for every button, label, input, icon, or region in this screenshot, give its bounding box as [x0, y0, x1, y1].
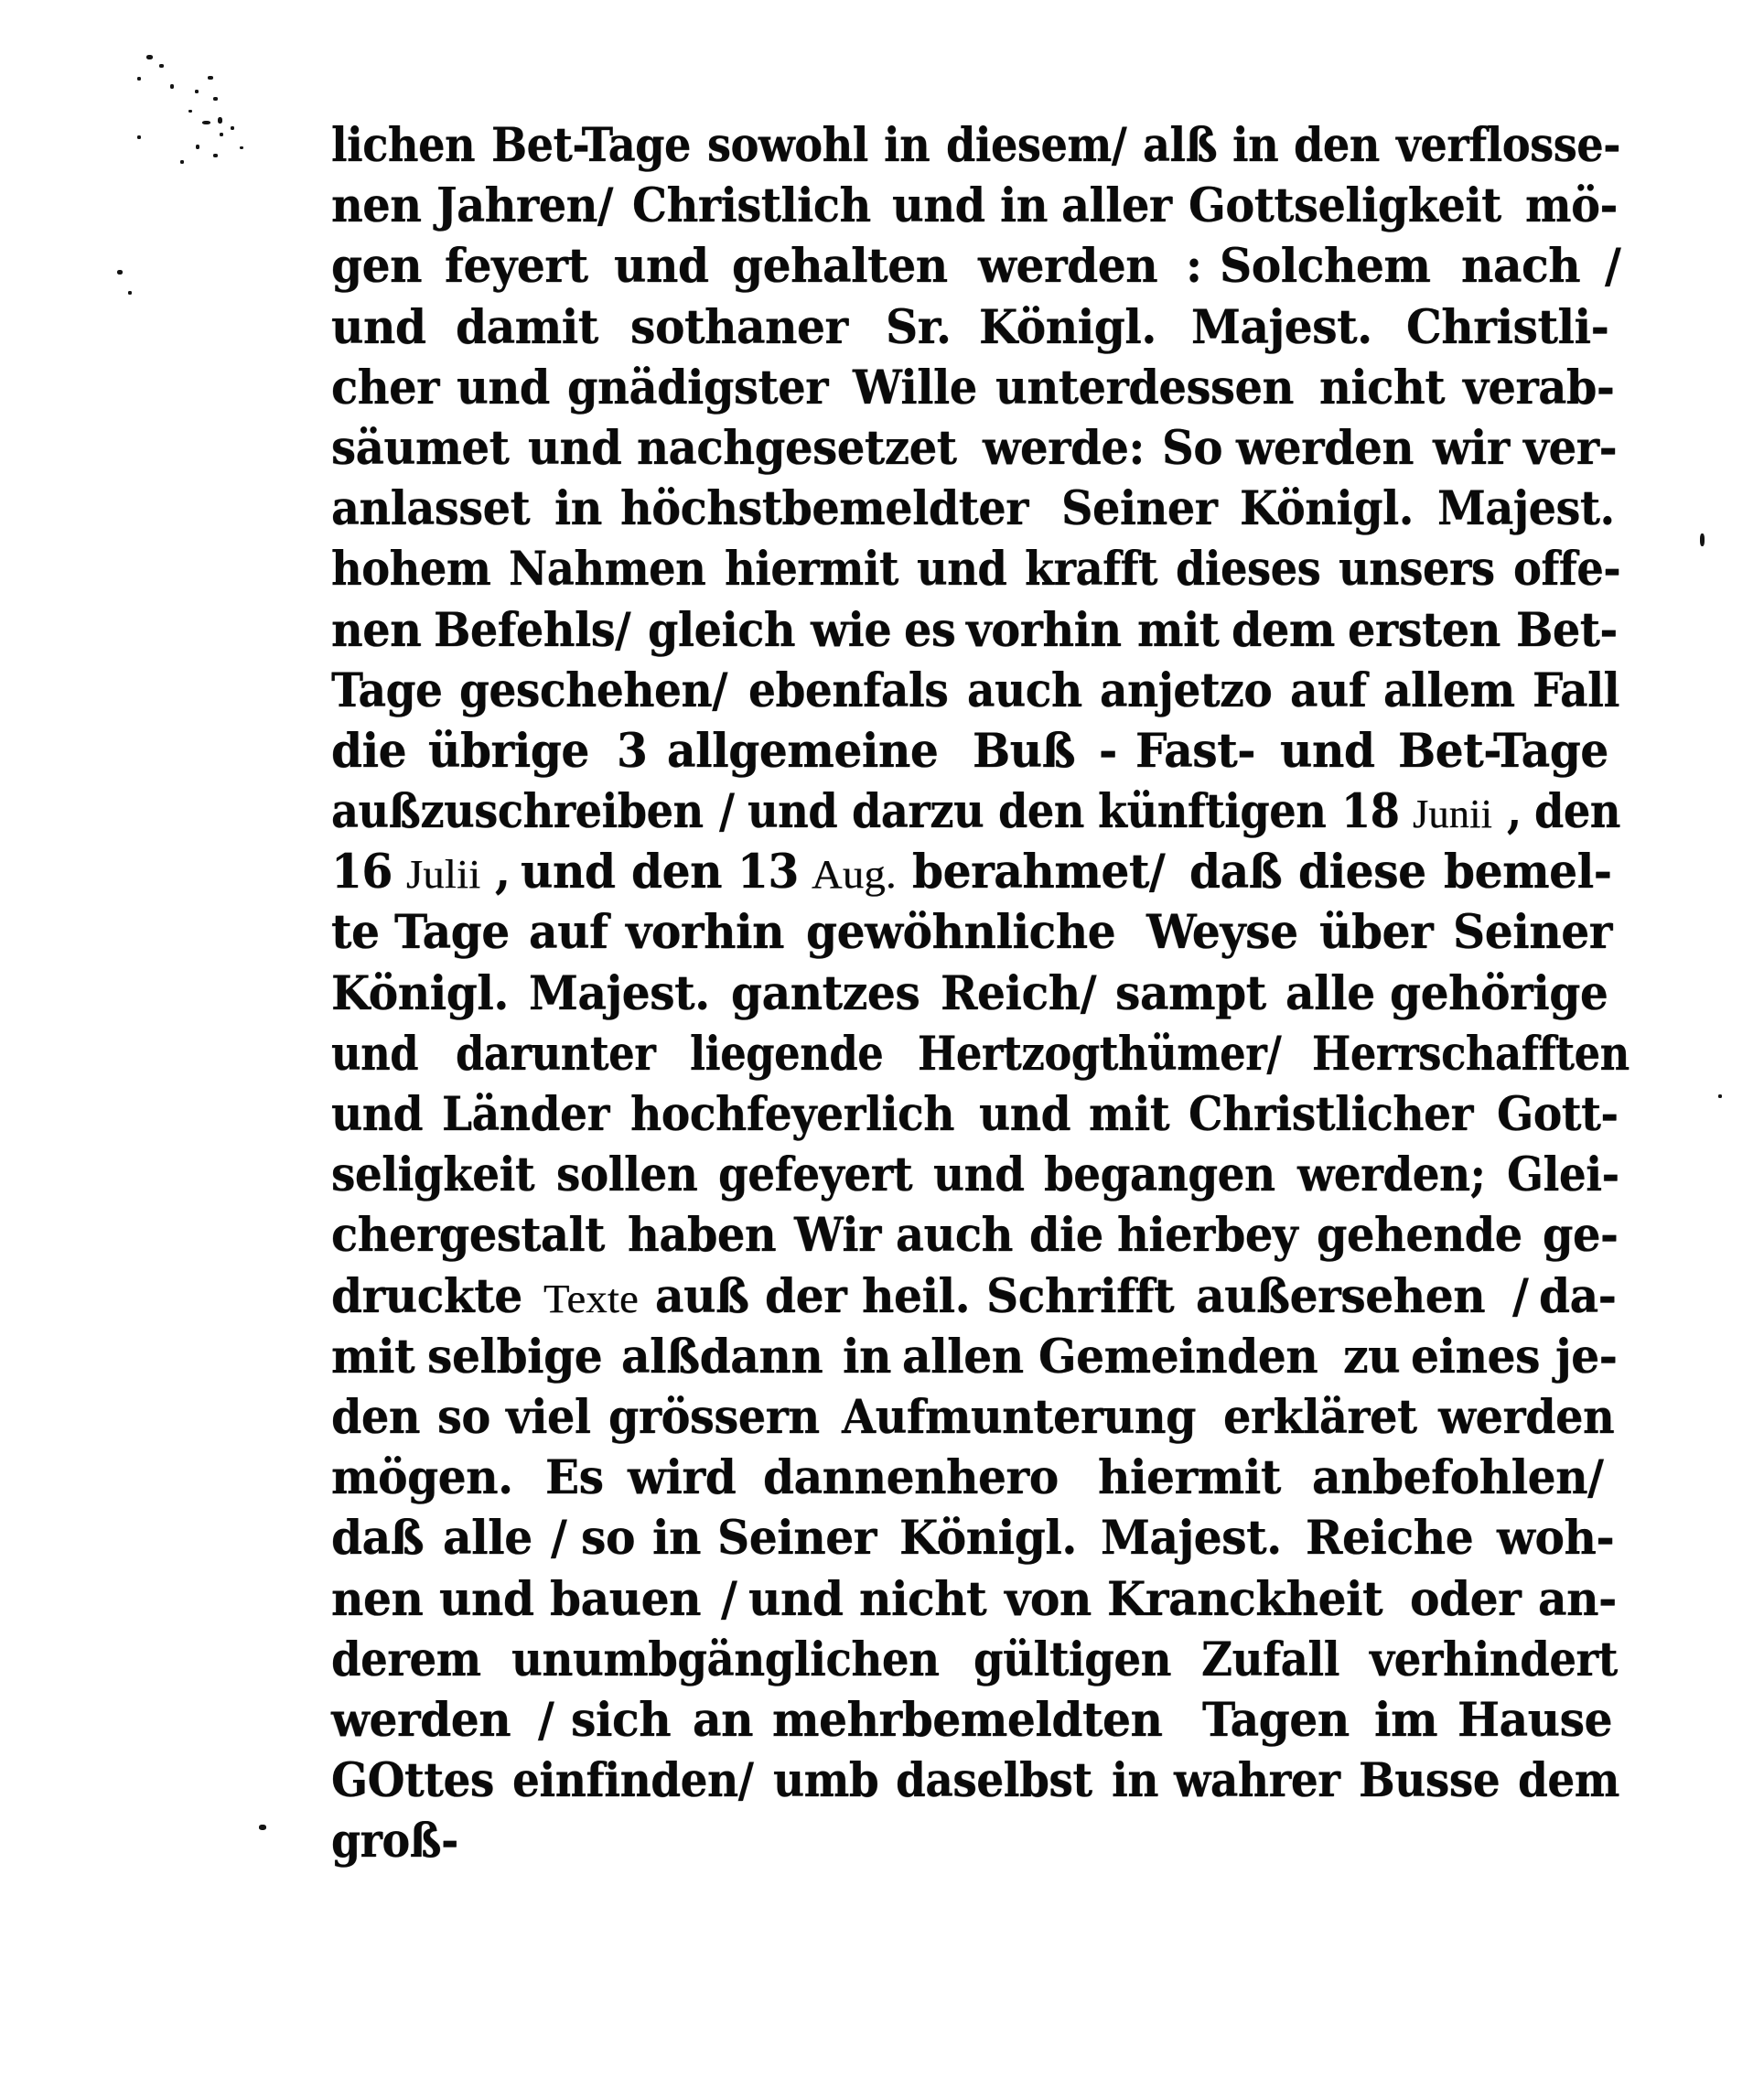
word: anlasset: [331, 481, 531, 537]
word: So: [1162, 420, 1223, 476]
word: außersehen: [1195, 1268, 1485, 1324]
word: sich: [570, 1692, 671, 1748]
word: vorhin: [625, 905, 784, 961]
word: Buß: [972, 723, 1075, 779]
word: alßdann: [620, 1329, 823, 1384]
word: und: [521, 845, 616, 900]
word: Jahren/: [436, 178, 614, 234]
word: Christlicher: [1189, 1087, 1474, 1142]
text-line: [331, 1569, 1621, 1630]
text-line: [331, 297, 1621, 358]
word: feyert: [445, 239, 588, 295]
word: Majest.: [529, 965, 710, 1021]
word: Reiche: [1306, 1511, 1474, 1567]
word: in: [554, 481, 602, 537]
word: verhindert: [1370, 1632, 1618, 1687]
word: unumbgänglichen: [511, 1632, 940, 1687]
word: der: [764, 1268, 847, 1324]
word: über: [1319, 905, 1434, 961]
word: Glei-: [1506, 1147, 1619, 1203]
word: und: [331, 1026, 419, 1082]
word: grössern: [608, 1389, 820, 1445]
word: Reich/: [941, 965, 1097, 1021]
word: /: [1511, 1268, 1529, 1324]
word: [812, 842, 907, 902]
word: und: [1280, 723, 1375, 779]
word: in: [884, 118, 930, 173]
word: gen: [331, 239, 423, 295]
word: und: [891, 178, 985, 234]
ink-speck: [1700, 533, 1705, 546]
word: vorhin: [966, 602, 1123, 658]
text-line: [331, 1024, 1630, 1084]
word: derem: [331, 1632, 481, 1687]
antiqua-insert: Julii: [405, 852, 481, 898]
text-line: [331, 176, 1621, 236]
text-line: [331, 1448, 1621, 1508]
word: und: [917, 542, 1007, 598]
word: ersten: [1348, 602, 1501, 658]
text-line-with-date: [331, 781, 1621, 842]
ink-speck: [259, 1825, 266, 1830]
word: werden: [1438, 1389, 1615, 1445]
word: 3: [617, 723, 648, 779]
word: gehalten: [731, 239, 948, 295]
word: Wir: [793, 1208, 881, 1264]
word: die: [1028, 1208, 1103, 1264]
word: unsers: [1339, 542, 1495, 598]
word: werde:: [982, 420, 1145, 476]
word: gantzes: [730, 965, 920, 1021]
word: 18: [1340, 784, 1400, 840]
word: Königl.: [331, 965, 509, 1021]
word: krafft: [1025, 542, 1158, 598]
word: Majest.: [1190, 299, 1372, 355]
text-line: [331, 479, 1621, 539]
word: Bet-Tage: [490, 118, 691, 173]
word: viel: [506, 1389, 592, 1445]
word: dem: [1517, 1753, 1619, 1809]
word: sowohl: [706, 118, 868, 173]
word: Schrifft: [985, 1268, 1175, 1324]
text-line: [331, 1145, 1621, 1205]
word: Christlich: [631, 178, 871, 234]
word: gnädigster: [567, 360, 829, 415]
catchword: groß-: [331, 1814, 458, 1869]
word: damit: [455, 299, 598, 355]
word: alle: [443, 1511, 532, 1567]
word: gleich: [648, 602, 796, 658]
word: und: [933, 1147, 1025, 1203]
word: Seiner: [1452, 905, 1612, 961]
word: die: [331, 723, 407, 779]
word: woh-: [1497, 1511, 1615, 1567]
word: und: [748, 784, 838, 840]
word: Busse: [1358, 1753, 1500, 1809]
word: daselbst: [896, 1753, 1092, 1809]
word: verflosse-: [1395, 118, 1620, 173]
word: anbefohlen/: [1312, 1450, 1604, 1506]
word: darzu: [851, 784, 984, 840]
word: hiermit: [1097, 1450, 1281, 1506]
word: von: [1004, 1571, 1092, 1627]
word: hiermit: [725, 542, 899, 598]
word: Tagen: [1202, 1692, 1350, 1748]
word: Bet-Tage: [1398, 723, 1609, 779]
word: Gott-: [1497, 1087, 1619, 1142]
word: übrige: [428, 723, 590, 779]
word: den: [997, 784, 1084, 840]
word: te: [331, 905, 380, 961]
word: einfinden/: [511, 1753, 754, 1809]
text-line-with-date: [331, 842, 1621, 902]
word: Gemeinden: [1038, 1329, 1318, 1384]
word: höchstbemeldter: [620, 481, 1029, 537]
word: werden: [1235, 420, 1414, 476]
word: dieses: [1176, 542, 1321, 598]
word: in: [651, 1511, 701, 1567]
word: ,: [1506, 784, 1522, 840]
word: Königl.: [1240, 481, 1414, 537]
word: /: [551, 1511, 567, 1567]
word: [543, 1266, 651, 1327]
word: Weyse: [1146, 905, 1298, 961]
word: bauen: [550, 1571, 702, 1627]
word: /: [537, 1692, 554, 1748]
word: dannenhero: [763, 1450, 1059, 1506]
word: offe-: [1512, 542, 1621, 598]
word: im: [1373, 1692, 1438, 1748]
word: mögen.: [331, 1450, 513, 1506]
word: wie: [810, 602, 892, 658]
text-line: [331, 661, 1621, 721]
text-line: [331, 721, 1621, 781]
word: so: [581, 1511, 636, 1567]
word: Seiner: [716, 1511, 877, 1567]
word: dem: [1231, 602, 1335, 658]
text-line: [331, 358, 1621, 418]
word: an: [692, 1692, 753, 1748]
text-line: [331, 1630, 1621, 1690]
word: gehörige: [1390, 965, 1608, 1021]
text-line: [331, 1327, 1621, 1387]
word: Gottseligkeit: [1188, 178, 1501, 234]
text-line: [331, 1205, 1621, 1266]
word: mit: [1136, 602, 1220, 658]
word: Tage: [331, 662, 443, 718]
word: Tage: [394, 905, 511, 961]
word: Hause: [1457, 1692, 1612, 1748]
word: mö-: [1524, 178, 1618, 234]
word: und: [457, 360, 551, 415]
text-line-with-antiqua: [331, 1266, 1621, 1327]
word: gewöhnliche: [805, 905, 1116, 961]
word: Bet-: [1515, 602, 1618, 658]
word: künftigen: [1098, 784, 1327, 840]
word: je-: [1555, 1329, 1618, 1384]
word: gehende: [1317, 1208, 1523, 1264]
word: allem: [1382, 662, 1515, 718]
word: darunter: [456, 1026, 656, 1082]
text-line: [331, 236, 1621, 296]
word: in: [1000, 178, 1049, 234]
text-line: [331, 964, 1621, 1024]
word: sampt: [1115, 965, 1267, 1021]
text-line: [331, 418, 1621, 479]
word: /: [718, 784, 735, 840]
word: Herrschafften: [1311, 1026, 1630, 1082]
antiqua-insert: Texte: [543, 1276, 640, 1321]
ink-speck: [1718, 1094, 1722, 1098]
word: nicht: [858, 1571, 987, 1627]
word: heil.: [861, 1268, 970, 1324]
word: 13: [737, 845, 799, 900]
word: und: [614, 239, 709, 295]
word: an-: [1537, 1571, 1617, 1627]
word: Nahmen: [509, 542, 706, 598]
word: /: [1604, 239, 1620, 295]
text-line: [331, 539, 1621, 599]
word: -: [1098, 723, 1117, 779]
word: ebenfals: [748, 662, 949, 718]
word: Aufmunterung: [841, 1389, 1196, 1445]
text-line: [331, 600, 1621, 661]
word: Königl.: [898, 1511, 1077, 1567]
word: Majest.: [1100, 1511, 1282, 1567]
word: so: [437, 1389, 490, 1445]
word: außzuschreiben: [331, 784, 704, 840]
word: verab-: [1463, 360, 1615, 415]
word: es: [903, 602, 956, 658]
word: nachgesetzet: [636, 420, 957, 476]
word: nen: [331, 1571, 424, 1627]
word: daß: [331, 1511, 425, 1567]
word: /: [720, 1571, 737, 1627]
word: sollen: [555, 1147, 698, 1203]
word: Wille: [852, 360, 977, 415]
word: werden: [977, 239, 1157, 295]
word: Es: [544, 1450, 604, 1506]
word: umb: [773, 1753, 879, 1809]
word: [1413, 781, 1493, 842]
word: zu: [1342, 1329, 1400, 1384]
word: da-: [1539, 1268, 1617, 1324]
word: den: [630, 845, 722, 900]
word: geschehen/: [459, 662, 728, 718]
word: GOttes: [331, 1753, 494, 1809]
word: erkläret: [1223, 1389, 1417, 1445]
word: werden;: [1297, 1147, 1486, 1203]
text-line: [331, 1508, 1621, 1568]
word: :: [1185, 239, 1202, 295]
word: und: [748, 1571, 844, 1627]
word: ,: [494, 845, 511, 900]
word: nicht: [1319, 360, 1446, 415]
word: aller: [1061, 178, 1173, 234]
word: hochfeyerlich: [629, 1087, 954, 1142]
word: mit: [1089, 1087, 1170, 1142]
word: begangen: [1044, 1147, 1275, 1203]
word: auch: [967, 662, 1083, 718]
word: daß: [1189, 845, 1283, 900]
word: Solchem: [1220, 239, 1431, 295]
word: bemel-: [1443, 845, 1611, 900]
word: ver-: [1522, 420, 1618, 476]
word: in: [1111, 1753, 1158, 1809]
text-line: [331, 1750, 1621, 1811]
word: gültigen: [973, 1632, 1171, 1687]
word: Hertzogthümer/: [918, 1026, 1282, 1082]
document-text-block: [331, 115, 1630, 1871]
word: [406, 842, 489, 902]
word: ge-: [1543, 1208, 1619, 1264]
text-line: [331, 1690, 1621, 1750]
word: oder: [1409, 1571, 1522, 1627]
word: Fall: [1532, 662, 1619, 718]
word: hierbey: [1117, 1208, 1298, 1264]
word: nen: [331, 602, 422, 658]
word: allen: [901, 1329, 1024, 1384]
word: Befehls/: [434, 602, 631, 658]
word: und: [978, 1087, 1070, 1142]
word: Christli-: [1406, 299, 1609, 355]
word: Königl.: [978, 299, 1156, 355]
word: auf: [1290, 662, 1368, 718]
word: druckte: [331, 1268, 522, 1324]
antiqua-insert: Junii: [1413, 792, 1493, 837]
word: auf: [529, 905, 608, 961]
word: den: [331, 1389, 421, 1445]
word: liegende: [690, 1026, 884, 1082]
word: Majest.: [1436, 481, 1615, 537]
word: cher: [331, 360, 439, 415]
word: säumet: [331, 420, 510, 476]
word: Länder: [441, 1087, 609, 1142]
word: alß: [1142, 118, 1217, 173]
word: nach: [1460, 239, 1580, 295]
ink-speck: [117, 270, 123, 275]
word: und: [331, 299, 426, 355]
word: sothaner: [630, 299, 849, 355]
word: in: [843, 1329, 892, 1384]
word: chergestalt: [331, 1208, 605, 1264]
word: selbige: [427, 1329, 603, 1384]
word: hohem: [331, 542, 491, 598]
word: Fast-: [1135, 723, 1256, 779]
word: wahrer: [1174, 1753, 1340, 1809]
word: 16: [331, 845, 393, 900]
word: alle: [1285, 965, 1375, 1021]
word: anjetzo: [1099, 662, 1273, 718]
word: seligkeit: [331, 1147, 535, 1203]
word: in: [1232, 118, 1279, 173]
word: wir: [1432, 420, 1510, 476]
word: mit: [331, 1329, 415, 1384]
word: lichen: [331, 118, 476, 173]
text-line: [331, 115, 1621, 176]
word: und: [528, 420, 622, 476]
word: diese: [1297, 845, 1426, 900]
word: allgemeine: [667, 723, 939, 779]
word: auch: [895, 1208, 1013, 1264]
word: und: [438, 1571, 534, 1627]
word: Sr.: [885, 299, 952, 355]
word: den: [1534, 784, 1621, 840]
text-line: [331, 1387, 1621, 1448]
word: haben: [627, 1208, 777, 1264]
text-line: [331, 1084, 1621, 1145]
word: berahmet/: [911, 845, 1166, 900]
word: gefeyert: [717, 1147, 912, 1203]
word: Zufall: [1201, 1632, 1340, 1687]
word: den: [1294, 118, 1381, 173]
ink-speck: [128, 291, 132, 295]
word: eines: [1411, 1329, 1541, 1384]
word: Seiner: [1060, 481, 1218, 537]
word: mehrbemeldten: [772, 1692, 1163, 1748]
word: nen: [331, 178, 422, 234]
word: werden: [331, 1692, 511, 1748]
word: und: [331, 1087, 424, 1142]
word: diesem/: [945, 118, 1126, 173]
word: Kranckheit: [1107, 1571, 1383, 1627]
word: unterdessen: [995, 360, 1294, 415]
text-line: [331, 902, 1621, 963]
word: wird: [628, 1450, 737, 1506]
antiqua-insert: Aug.: [812, 852, 898, 898]
word: auß: [654, 1268, 749, 1324]
